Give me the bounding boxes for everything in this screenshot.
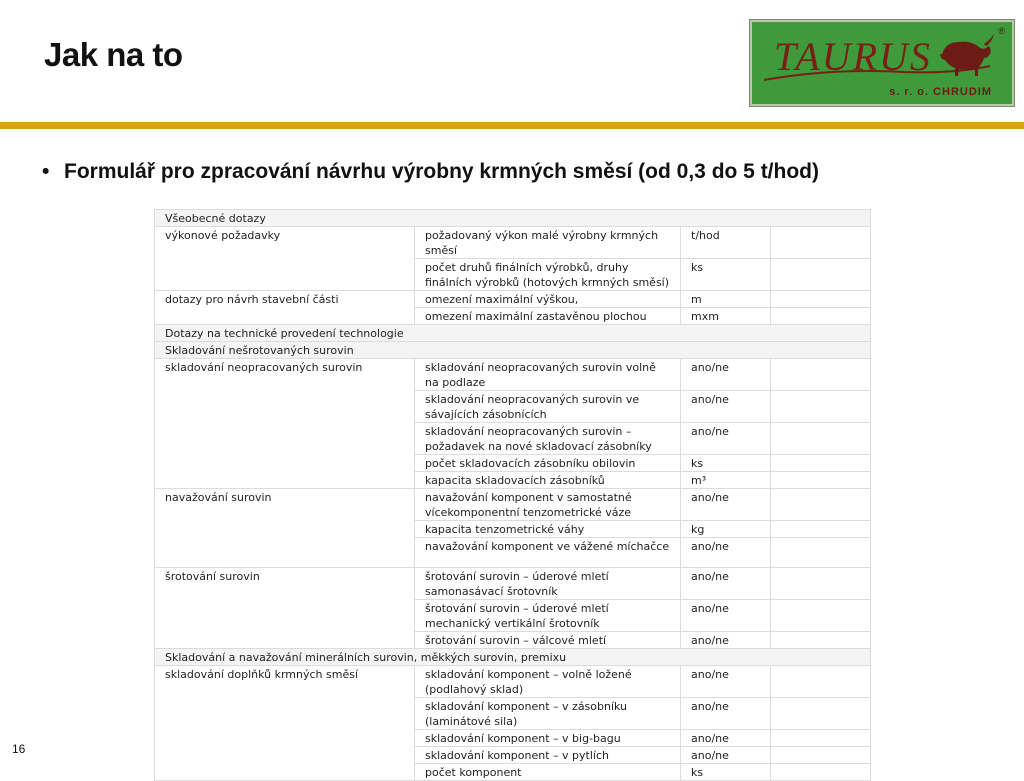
description-cell: navažování komponent ve vážené míchačce — [415, 538, 681, 568]
value-cell[interactable] — [771, 308, 871, 325]
value-cell[interactable] — [771, 521, 871, 538]
category-cell: výkonové požadavky — [155, 227, 415, 291]
unit-cell: ano/ne — [681, 423, 771, 455]
unit-cell: ano/ne — [681, 568, 771, 600]
slide-title: Jak na to — [44, 36, 183, 73]
page-number: 16 — [12, 742, 26, 756]
value-cell[interactable] — [771, 764, 871, 781]
description-cell: kapacita tenzometrické váhy — [415, 521, 681, 538]
category-cell: skladování doplňků krmných směsí — [155, 666, 415, 781]
table-row — [155, 489, 871, 521]
description-cell: kapacita skladovacích zásobníků — [415, 472, 681, 489]
description-cell: navažování komponent v samostatné vícekomponentní tenzometrické váze — [415, 489, 681, 521]
description-cell: omezení maximální zastavěnou plochou — [415, 308, 681, 325]
form-table — [154, 209, 871, 781]
value-cell[interactable] — [771, 423, 871, 455]
header-rule — [0, 122, 1024, 129]
description-cell: počet skladovacích zásobníku obilovin — [415, 455, 681, 472]
description-cell: skladování neopracovaných surovin – požadavek na nové skladovací zásobníky — [415, 423, 681, 455]
description-cell: skladování komponent – v pytlích — [415, 747, 681, 764]
value-cell[interactable] — [771, 359, 871, 391]
unit-cell: ano/ne — [681, 632, 771, 649]
description-cell: skladování komponent – volně ložené (podlahový sklad) — [415, 666, 681, 698]
value-cell[interactable] — [771, 747, 871, 764]
logo-subtitle: s. r. o. CHRUDIM — [889, 86, 992, 98]
section-row — [155, 649, 871, 666]
description-cell: šrotování surovin – úderové mletí mechanický vertikální šrotovník — [415, 600, 681, 632]
description-cell: šrotování surovin – válcové mletí — [415, 632, 681, 649]
unit-cell: ano/ne — [681, 730, 771, 747]
unit-cell: ano/ne — [681, 391, 771, 423]
value-cell[interactable] — [771, 227, 871, 259]
form-table-container — [154, 209, 870, 781]
description-cell: požadovaný výkon malé výrobny krmných směsí — [415, 227, 681, 259]
unit-cell: mxm — [681, 308, 771, 325]
value-cell[interactable] — [771, 666, 871, 698]
value-cell[interactable] — [771, 391, 871, 423]
unit-cell: ano/ne — [681, 359, 771, 391]
description-cell: skladování neopracovaných surovin ve sávajících zásobnících — [415, 391, 681, 423]
bullet-item — [42, 160, 819, 184]
table-row — [155, 227, 871, 259]
unit-cell: t/hod — [681, 227, 771, 259]
value-cell[interactable] — [771, 632, 871, 649]
section-heading: Dotazy na technické provedení technologie — [155, 325, 871, 342]
category-cell: dotazy pro návrh stavební části — [155, 291, 415, 325]
bullet-dot-icon: • — [42, 160, 50, 183]
section-row — [155, 342, 871, 359]
unit-cell: ano/ne — [681, 600, 771, 632]
category-cell: skladování neopracovaných surovin — [155, 359, 415, 489]
unit-cell: m — [681, 291, 771, 308]
table-row — [155, 666, 871, 698]
unit-cell: ano/ne — [681, 747, 771, 764]
table-row — [155, 291, 871, 308]
description-cell: skladování komponent – v big-bagu — [415, 730, 681, 747]
value-cell[interactable] — [771, 730, 871, 747]
section-heading: Skladování nešrotovaných surovin — [155, 342, 871, 359]
logo-brand: TAURUS — [774, 34, 932, 79]
category-cell: šrotování surovin — [155, 568, 415, 649]
description-cell: skladování komponent – v zásobníku (laminátové sila) — [415, 698, 681, 730]
unit-cell: ano/ne — [681, 666, 771, 698]
description-cell: počet druhů finálních výrobků, druhy finálních výrobků (hotových krmných směsí) — [415, 259, 681, 291]
description-cell: omezení maximální výškou, — [415, 291, 681, 308]
unit-cell: ano/ne — [681, 489, 771, 521]
table-row — [155, 568, 871, 600]
bullet-text: Formulář pro zpracování návrhu výrobny krmných směsí (od 0,3 do 5 t/hod) — [64, 160, 819, 183]
section-row — [155, 210, 871, 227]
description-cell: počet komponent — [415, 764, 681, 781]
table-row — [155, 359, 871, 391]
value-cell[interactable] — [771, 568, 871, 600]
section-heading: Skladování a navažování minerálních surovin, měkkých surovin, premixu — [155, 649, 871, 666]
description-cell: šrotování surovin – úderové mletí samonasávací šrotovník — [415, 568, 681, 600]
section-heading: Všeobecné dotazy — [155, 210, 871, 227]
value-cell[interactable] — [771, 698, 871, 730]
registered-mark: ® — [998, 26, 1005, 36]
taurus-logo — [750, 20, 1014, 106]
value-cell[interactable] — [771, 538, 871, 568]
unit-cell: ano/ne — [681, 698, 771, 730]
value-cell[interactable] — [771, 489, 871, 521]
unit-cell: ks — [681, 764, 771, 781]
value-cell[interactable] — [771, 455, 871, 472]
unit-cell: ano/ne — [681, 538, 771, 568]
unit-cell: ks — [681, 455, 771, 472]
value-cell[interactable] — [771, 259, 871, 291]
unit-cell: m³ — [681, 472, 771, 489]
unit-cell: kg — [681, 521, 771, 538]
value-cell[interactable] — [771, 600, 871, 632]
unit-cell: ks — [681, 259, 771, 291]
value-cell[interactable] — [771, 291, 871, 308]
category-cell: navažování surovin — [155, 489, 415, 568]
description-cell: skladování neopracovaných surovin volně na podlaze — [415, 359, 681, 391]
value-cell[interactable] — [771, 472, 871, 489]
section-row — [155, 325, 871, 342]
